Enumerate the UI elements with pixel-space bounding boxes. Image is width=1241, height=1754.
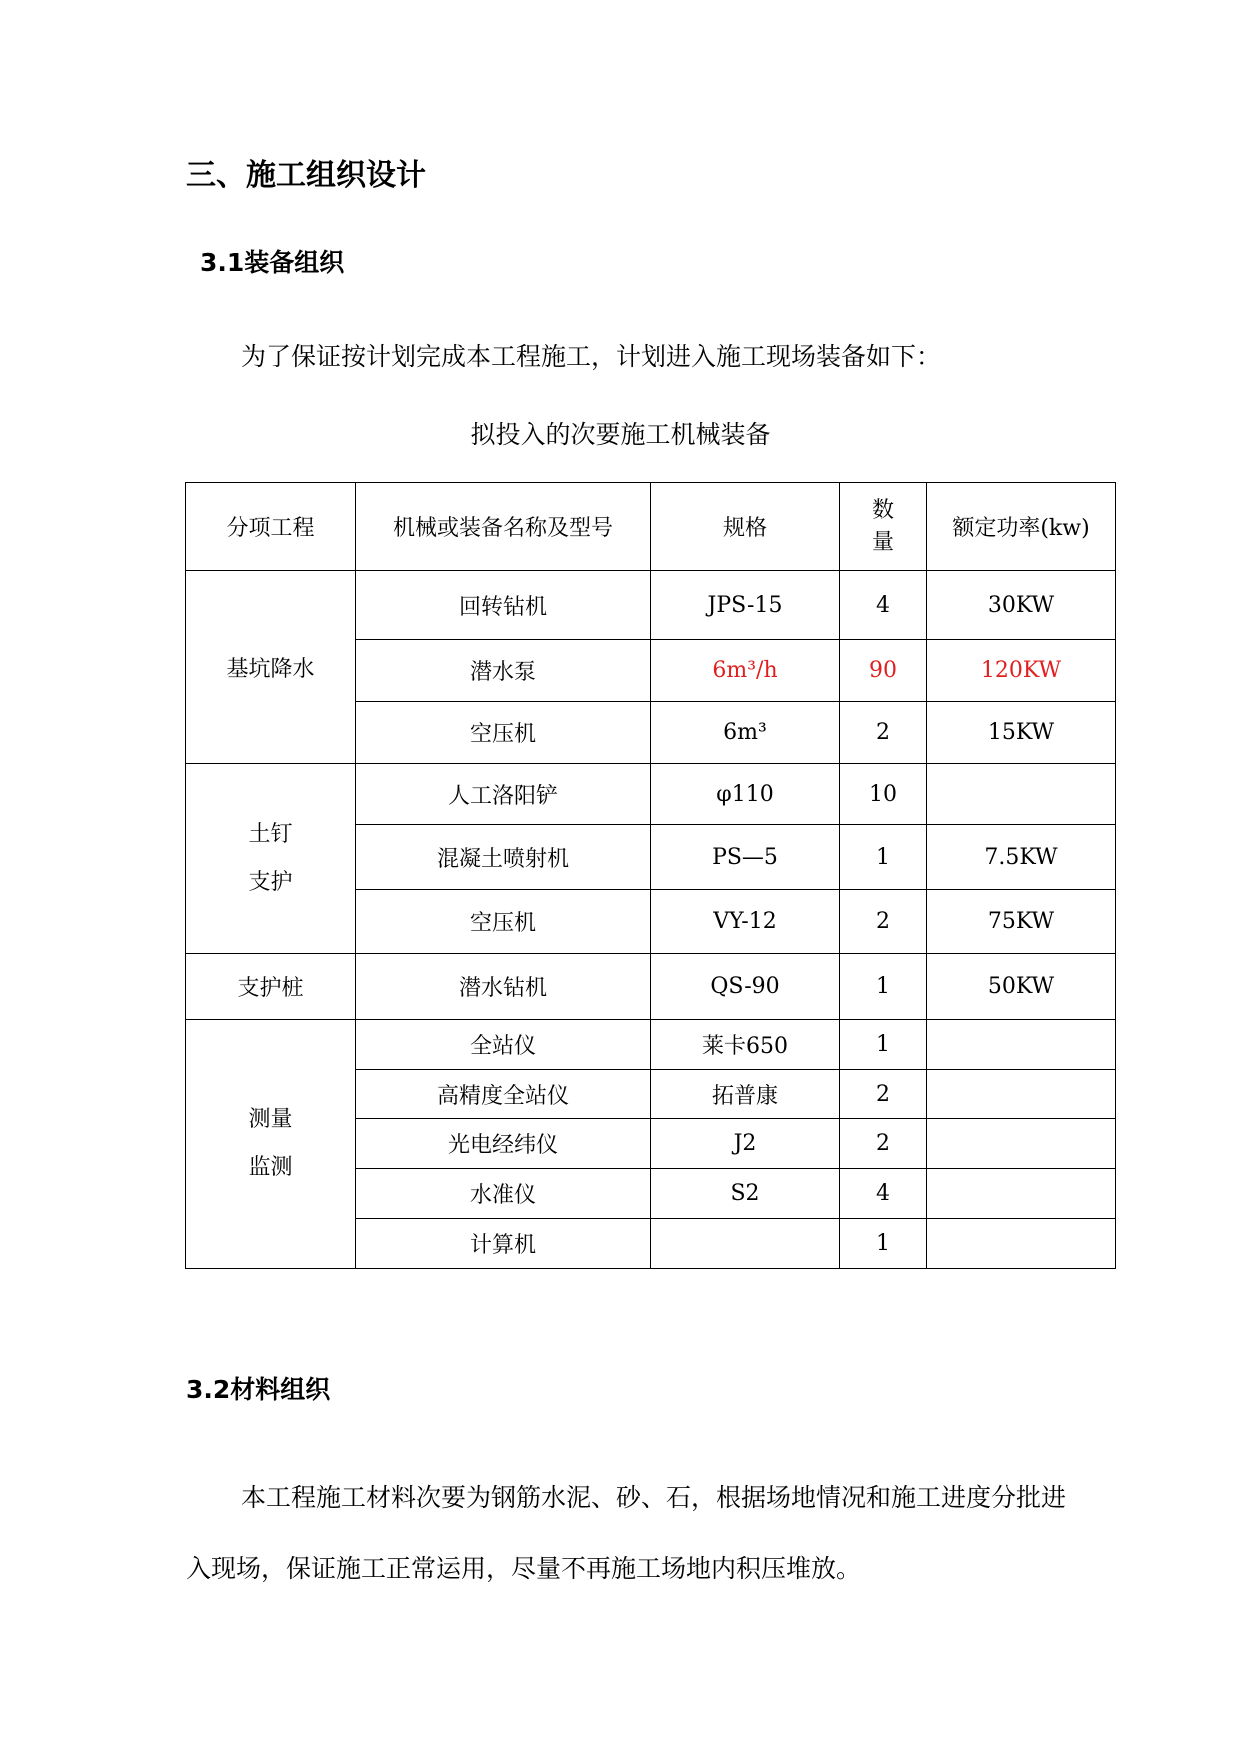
category-line: 支护 [248,869,293,895]
qty-cell: 4 [840,571,927,640]
spec-cell: S2 [651,1169,840,1219]
qty-cell: 2 [840,702,927,764]
subsection-title-equipment: 3.1装备组织 [200,248,345,277]
table-header-row [186,483,1116,571]
category-line: 土钉 [248,821,293,847]
spec-cell: QS-90 [651,954,840,1020]
intro-paragraph: 为了保证按计划完成本工程施工，计划进入施工现场装备如下： [241,342,942,371]
power-cell: 75KW [927,890,1116,954]
category-cell: 支护桩 [186,954,356,1020]
name-cell: 全站仪 [356,1020,651,1070]
materials-paragraph: 本工程施工材料次要为钢筋水泥、砂、石，根据场地情况和施工进度分批进入现场，保证施工正常运用，尽量不再施工场地内积压堆放。 [186,1483,1067,1583]
power-cell [927,1219,1116,1269]
header-qty-line1: 数 [871,497,894,523]
table-row [186,1020,1116,1070]
table-caption: 拟投入的次要施工机械装备 [470,420,771,449]
qty-cell-highlight: 90 [840,640,927,702]
name-cell: 回转钻机 [356,571,651,640]
name-cell: 高精度全站仪 [356,1070,651,1119]
power-cell [927,1070,1116,1119]
spec-cell: φ110 [651,764,840,825]
qty-cell: 10 [840,764,927,825]
name-cell: 水准仪 [356,1169,651,1219]
spec-cell: JPS-15 [651,571,840,640]
power-cell [927,1169,1116,1219]
power-cell [927,764,1116,825]
qty-cell: 4 [840,1169,927,1219]
header-name: 机械或装备名称及型号 [356,483,651,571]
name-cell: 空压机 [356,702,651,764]
name-cell: 计算机 [356,1219,651,1269]
power-cell: 15KW [927,702,1116,764]
name-cell: 人工洛阳铲 [356,764,651,825]
spec-cell: J2 [651,1119,840,1169]
spec-cell [651,1219,840,1269]
section-title: 三、施工组织设计 [186,158,426,193]
power-cell [927,1020,1116,1070]
table-row [186,764,1116,825]
spec-cell: 6m³ [651,702,840,764]
spec-cell: 拓普康 [651,1070,840,1119]
power-cell: 50KW [927,954,1116,1020]
spec-cell-highlight: 6m³/h [651,640,840,702]
qty-cell: 1 [840,1219,927,1269]
power-cell [927,1119,1116,1169]
qty-cell: 2 [840,1119,927,1169]
power-cell-highlight: 120KW [927,640,1116,702]
qty-cell: 2 [840,1070,927,1119]
spec-cell: VY-12 [651,890,840,954]
table-row [186,954,1116,1020]
header-qty-line2: 量 [871,529,894,555]
name-cell: 光电经纬仪 [356,1119,651,1169]
power-cell: 30KW [927,571,1116,640]
qty-cell: 1 [840,954,927,1020]
header-category: 分项工程 [186,483,356,571]
qty-cell: 1 [840,1020,927,1070]
qty-cell: 1 [840,825,927,890]
category-cell: 基坑降水 [186,571,356,764]
power-cell: 7.5KW [927,825,1116,890]
table-row [186,571,1116,640]
subsection-title-materials: 3.2材料组织 [186,1375,331,1404]
category-cell [186,1020,356,1269]
qty-cell: 2 [840,890,927,954]
name-cell: 空压机 [356,890,651,954]
category-line: 监测 [248,1155,293,1180]
header-power: 额定功率(kw) [927,483,1116,571]
equipment-table [185,482,1116,1269]
spec-cell: PS—5 [651,825,840,890]
header-spec: 规格 [651,483,840,571]
name-cell: 潜水钻机 [356,954,651,1020]
category-line: 测量 [248,1107,293,1132]
spec-cell: 莱卡650 [651,1020,840,1070]
category-cell [186,764,356,954]
header-qty [840,483,927,571]
name-cell: 混凝土喷射机 [356,825,651,890]
name-cell: 潜水泵 [356,640,651,702]
